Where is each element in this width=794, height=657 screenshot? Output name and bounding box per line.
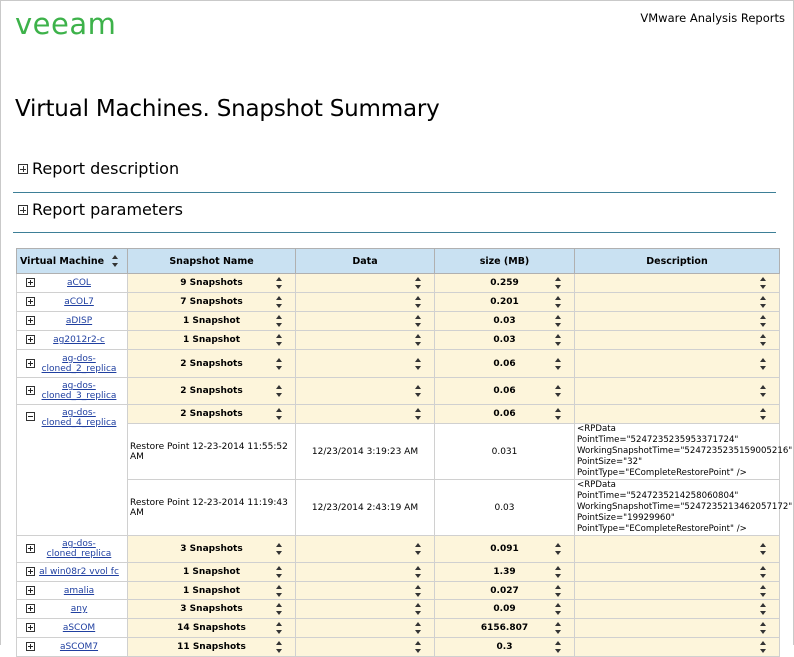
sort-icon[interactable] bbox=[760, 566, 767, 578]
collapse-minus-icon[interactable] bbox=[26, 412, 35, 421]
vm-link[interactable]: any bbox=[70, 604, 88, 614]
description-cell bbox=[575, 293, 780, 312]
table-row bbox=[17, 312, 780, 331]
snapshot-count-cell bbox=[128, 638, 296, 657]
table-row bbox=[17, 331, 780, 350]
snapshot-count: 1 Snapshot bbox=[182, 567, 241, 577]
description-cell bbox=[575, 638, 780, 657]
data-cell bbox=[296, 619, 435, 638]
sort-icon[interactable] bbox=[276, 358, 283, 370]
description-cell bbox=[575, 331, 780, 350]
snapshot-count: 1 Snapshot bbox=[182, 335, 241, 345]
sort-icon[interactable] bbox=[276, 622, 283, 634]
app-title: VMware Analysis Reports bbox=[640, 11, 785, 25]
vm-cell bbox=[17, 331, 128, 350]
description-cell bbox=[575, 312, 780, 331]
restore-point-description: <RPData PointTime="5247235214258060804" WorkingSnapshotTime="5247235213462057172" PointSize="19929960" PointType="ECompleteRestorePoint" /> bbox=[575, 480, 780, 536]
sort-icon[interactable] bbox=[276, 543, 283, 555]
vm-link[interactable]: ag-dos- cloned_4_replica bbox=[41, 408, 117, 428]
vm-cell bbox=[17, 619, 128, 638]
sort-icon[interactable] bbox=[276, 315, 283, 327]
vm-link[interactable]: aCOL7 bbox=[64, 297, 94, 307]
snapshot-count: 3 Snapshots bbox=[180, 544, 243, 554]
vm-cell bbox=[17, 536, 128, 563]
restore-point-name: Restore Point 12-23-2014 11:19:43 AM bbox=[128, 480, 296, 536]
size-cell bbox=[435, 378, 575, 405]
restore-point-row bbox=[17, 480, 780, 536]
description-cell bbox=[575, 350, 780, 378]
expand-plus-icon[interactable] bbox=[26, 297, 35, 306]
sort-icon[interactable] bbox=[415, 358, 422, 370]
size-cell bbox=[435, 563, 575, 582]
sort-icon[interactable] bbox=[415, 641, 422, 653]
size-value: 0.06 bbox=[493, 409, 516, 419]
sort-icon[interactable] bbox=[760, 603, 767, 615]
vm-link[interactable]: al win08r2 vvol fc bbox=[39, 567, 119, 577]
vm-cell bbox=[17, 563, 128, 582]
table-row bbox=[17, 582, 780, 600]
expand-plus-icon[interactable] bbox=[26, 604, 35, 613]
snapshot-count-cell bbox=[128, 312, 296, 331]
sort-icon[interactable] bbox=[415, 315, 422, 327]
sort-icon[interactable] bbox=[760, 543, 767, 555]
size-cell bbox=[435, 350, 575, 378]
sort-icon[interactable] bbox=[276, 641, 283, 653]
page-title: Virtual Machines. Snapshot Summary bbox=[15, 96, 440, 122]
sort-icon[interactable] bbox=[760, 641, 767, 653]
expand-plus-icon bbox=[18, 164, 28, 174]
sort-icon[interactable] bbox=[415, 334, 422, 346]
description-cell bbox=[575, 405, 780, 424]
sort-icon[interactable] bbox=[276, 566, 283, 578]
expand-plus-icon[interactable] bbox=[26, 642, 35, 651]
sort-icon[interactable] bbox=[415, 408, 422, 420]
table-row bbox=[17, 536, 780, 563]
sort-icon[interactable] bbox=[555, 277, 562, 289]
report-description-toggle[interactable] bbox=[18, 159, 179, 178]
description-cell bbox=[575, 582, 780, 600]
sort-icon[interactable] bbox=[760, 408, 767, 420]
sort-icon[interactable] bbox=[555, 641, 562, 653]
restore-point-name: Restore Point 12-23-2014 11:55:52 AM bbox=[128, 424, 296, 480]
sort-icon[interactable] bbox=[415, 566, 422, 578]
vm-link[interactable]: ag-dos- cloned_2_replica bbox=[41, 353, 117, 374]
sort-icon[interactable] bbox=[760, 622, 767, 634]
size-cell bbox=[435, 312, 575, 331]
vm-link[interactable]: aSCOM7 bbox=[59, 642, 99, 652]
snapshot-count: 3 Snapshots bbox=[180, 604, 243, 614]
snapshot-count: 2 Snapshots bbox=[180, 409, 243, 419]
size-value: 0.03 bbox=[493, 335, 516, 345]
size-cell bbox=[435, 582, 575, 600]
sort-icon[interactable] bbox=[760, 358, 767, 370]
sort-icon[interactable] bbox=[415, 603, 422, 615]
snapshot-count: 1 Snapshot bbox=[182, 585, 241, 596]
restore-point-date: 12/23/2014 2:43:19 AM bbox=[296, 480, 435, 536]
description-cell bbox=[575, 563, 780, 582]
size-cell bbox=[435, 638, 575, 657]
description-cell bbox=[575, 619, 780, 638]
sort-icon[interactable] bbox=[415, 543, 422, 555]
restore-point-size: 0.031 bbox=[435, 424, 575, 480]
size-value: 0.201 bbox=[490, 297, 519, 307]
report-description-label: Report description bbox=[32, 159, 180, 178]
column-header-description[interactable]: Description bbox=[575, 249, 780, 274]
data-cell bbox=[296, 563, 435, 582]
expand-plus-icon bbox=[18, 205, 28, 215]
description-cell bbox=[575, 600, 780, 619]
size-cell bbox=[435, 600, 575, 619]
size-cell bbox=[435, 536, 575, 563]
sort-icon[interactable] bbox=[760, 385, 767, 397]
section-divider bbox=[13, 192, 776, 193]
expand-plus-icon[interactable] bbox=[26, 316, 35, 325]
sort-icon[interactable] bbox=[555, 385, 562, 397]
data-cell bbox=[296, 293, 435, 312]
data-cell bbox=[296, 582, 435, 600]
sort-icon[interactable] bbox=[415, 622, 422, 634]
snapshot-count: 14 Snapshots bbox=[177, 623, 246, 633]
sort-icon[interactable] bbox=[555, 622, 562, 634]
size-cell bbox=[435, 331, 575, 350]
vm-link[interactable]: aSCOM bbox=[62, 623, 96, 633]
column-header-size[interactable]: size (MB) bbox=[435, 249, 575, 274]
expand-plus-icon[interactable] bbox=[26, 567, 35, 576]
table-row bbox=[17, 274, 780, 293]
vm-link[interactable]: aDISP bbox=[65, 316, 93, 326]
size-value: 0.3 bbox=[496, 642, 513, 652]
sort-icon[interactable] bbox=[760, 585, 767, 597]
data-cell bbox=[296, 405, 435, 424]
table-row bbox=[17, 638, 780, 657]
restore-point-date: 12/23/2014 3:19:23 AM bbox=[296, 424, 435, 480]
description-cell bbox=[575, 274, 780, 293]
sort-icon[interactable] bbox=[760, 296, 767, 308]
expand-plus-icon[interactable] bbox=[26, 623, 35, 632]
data-cell bbox=[296, 331, 435, 350]
snapshot-count: 9 Snapshots bbox=[180, 278, 243, 288]
data-cell bbox=[296, 274, 435, 293]
snapshot-count-cell bbox=[128, 350, 296, 378]
sort-icon[interactable] bbox=[276, 334, 283, 346]
vm-cell bbox=[17, 582, 128, 600]
data-cell bbox=[296, 312, 435, 331]
size-value: 0.06 bbox=[493, 386, 516, 396]
data-cell bbox=[296, 600, 435, 619]
size-cell bbox=[435, 619, 575, 638]
expand-plus-icon[interactable] bbox=[26, 278, 35, 287]
description-cell bbox=[575, 536, 780, 563]
data-cell bbox=[296, 536, 435, 563]
snapshot-count-cell bbox=[128, 405, 296, 424]
expand-plus-icon[interactable] bbox=[26, 544, 35, 553]
column-header-snapshot-name[interactable]: Snapshot Name bbox=[128, 249, 296, 274]
snapshot-count-cell bbox=[128, 600, 296, 619]
snapshot-count: 1 Snapshot bbox=[182, 316, 241, 326]
vm-link[interactable]: ag-dos- cloned_3_replica bbox=[41, 381, 117, 401]
snapshot-count-cell bbox=[128, 536, 296, 563]
expand-plus-icon[interactable] bbox=[26, 335, 35, 344]
vm-link[interactable]: ag-dos- cloned_replica bbox=[46, 539, 112, 559]
snapshot-summary-table bbox=[16, 248, 793, 657]
vm-cell bbox=[17, 312, 128, 331]
sort-icon[interactable] bbox=[555, 566, 562, 578]
restore-point-size: 0.03 bbox=[435, 480, 575, 536]
sort-icon[interactable] bbox=[276, 603, 283, 615]
report-parameters-label: Report parameters bbox=[32, 200, 183, 219]
vm-link[interactable]: amalia bbox=[63, 585, 95, 596]
size-value: 0.06 bbox=[493, 358, 516, 369]
vm-cell bbox=[17, 378, 128, 405]
size-value: 0.03 bbox=[493, 316, 516, 326]
snapshot-count-cell bbox=[128, 619, 296, 638]
data-cell bbox=[296, 378, 435, 405]
expand-plus-icon[interactable] bbox=[26, 359, 35, 368]
snapshot-count: 7 Snapshots bbox=[180, 297, 243, 307]
snapshot-count-cell bbox=[128, 331, 296, 350]
sort-icon[interactable] bbox=[555, 296, 562, 308]
sort-icon[interactable] bbox=[760, 277, 767, 289]
size-value: 0.027 bbox=[490, 585, 519, 596]
vm-cell bbox=[17, 638, 128, 657]
snapshot-count: 11 Snapshots bbox=[177, 642, 246, 652]
veeam-logo: veeam bbox=[15, 7, 117, 41]
sort-icon[interactable] bbox=[760, 315, 767, 327]
vm-link[interactable]: aCOL bbox=[67, 278, 91, 288]
section-divider bbox=[13, 232, 776, 233]
sort-icon[interactable] bbox=[276, 585, 283, 597]
snapshot-count-cell bbox=[128, 274, 296, 293]
size-cell bbox=[435, 274, 575, 293]
sort-icon[interactable] bbox=[555, 543, 562, 555]
size-cell bbox=[435, 405, 575, 424]
sort-icon[interactable] bbox=[555, 358, 562, 370]
size-value: 0.09 bbox=[493, 604, 516, 614]
sort-icon[interactable] bbox=[555, 315, 562, 327]
sort-icon[interactable] bbox=[555, 408, 562, 420]
sort-icon[interactable] bbox=[555, 603, 562, 615]
data-cell bbox=[296, 350, 435, 378]
table-row bbox=[17, 378, 780, 405]
vm-cell bbox=[17, 274, 128, 293]
snapshot-count-cell bbox=[128, 293, 296, 312]
size-value: 0.091 bbox=[490, 544, 519, 554]
sort-icon[interactable] bbox=[276, 296, 283, 308]
sort-icon[interactable] bbox=[276, 408, 283, 420]
sort-icon[interactable] bbox=[555, 334, 562, 346]
sort-icon[interactable] bbox=[415, 585, 422, 597]
snapshot-count-cell bbox=[128, 378, 296, 405]
table-row bbox=[17, 405, 780, 424]
snapshot-count-cell bbox=[128, 582, 296, 600]
table-row bbox=[17, 350, 780, 378]
size-value: 0.259 bbox=[490, 278, 519, 288]
sort-icon[interactable] bbox=[276, 385, 283, 397]
column-header-data[interactable]: Data bbox=[296, 249, 435, 274]
snapshot-count: 2 Snapshots bbox=[180, 386, 243, 396]
expand-plus-icon[interactable] bbox=[26, 386, 35, 395]
vm-link[interactable]: ag2012r2-c bbox=[53, 335, 105, 345]
description-cell bbox=[575, 378, 780, 405]
vm-cell bbox=[17, 600, 128, 619]
snapshot-count: 2 Snapshots bbox=[180, 358, 243, 369]
data-cell bbox=[296, 638, 435, 657]
table-header-row bbox=[17, 249, 780, 274]
size-cell bbox=[435, 293, 575, 312]
table-row bbox=[17, 293, 780, 312]
restore-point-row bbox=[17, 424, 780, 480]
size-value: 6156.807 bbox=[480, 623, 529, 633]
size-value: 1.39 bbox=[493, 567, 516, 577]
snapshot-count-cell bbox=[128, 563, 296, 582]
expand-plus-icon[interactable] bbox=[26, 586, 35, 595]
table-row bbox=[17, 619, 780, 638]
vm-cell bbox=[17, 405, 128, 536]
report-parameters-toggle[interactable] bbox=[18, 200, 183, 219]
table-row bbox=[17, 563, 780, 582]
sort-icon[interactable] bbox=[276, 277, 283, 289]
table-row bbox=[17, 600, 780, 619]
sort-icon[interactable] bbox=[415, 296, 422, 308]
sort-icon[interactable] bbox=[415, 277, 422, 289]
column-header-virtual-machine[interactable]: Virtual Machine bbox=[17, 249, 128, 274]
restore-point-description: <RPData PointTime="5247235235953371724" WorkingSnapshotTime="5247235235159005216" PointSize="32" PointType="ECompleteRestorePoint" /> bbox=[575, 424, 780, 480]
sort-icon[interactable] bbox=[760, 334, 767, 346]
vm-cell bbox=[17, 293, 128, 312]
sort-icon[interactable] bbox=[415, 385, 422, 397]
sort-icon[interactable] bbox=[555, 585, 562, 597]
sort-icon[interactable] bbox=[112, 255, 119, 267]
vm-cell bbox=[17, 350, 128, 378]
